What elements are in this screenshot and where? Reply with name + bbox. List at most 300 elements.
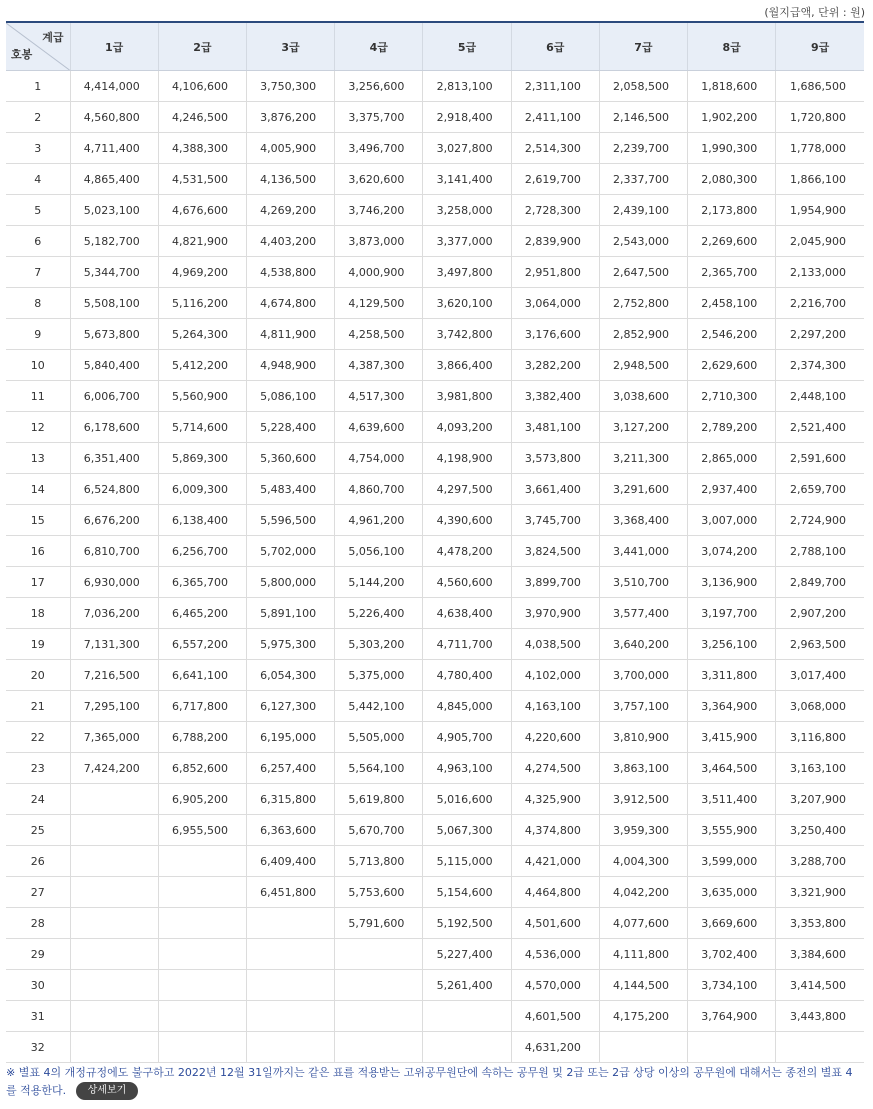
- salary-cell: 5,442,100: [335, 691, 423, 722]
- grade-header: 1급: [70, 22, 158, 71]
- salary-cell: 3,764,900: [688, 1001, 776, 1032]
- salary-cell: 4,414,000: [70, 71, 158, 102]
- table-row: [6, 133, 864, 164]
- salary-cell: 4,754,000: [335, 443, 423, 474]
- salary-cell: 4,325,900: [511, 784, 599, 815]
- salary-cell: 6,257,400: [246, 753, 334, 784]
- salary-cell: 3,064,000: [511, 288, 599, 319]
- salary-cell: 2,865,000: [688, 443, 776, 474]
- salary-cell: 5,023,100: [70, 195, 158, 226]
- table-row: [6, 1032, 864, 1063]
- table-row: [6, 1001, 864, 1032]
- salary-cell: 5,483,400: [246, 474, 334, 505]
- salary-cell: 2,543,000: [599, 226, 687, 257]
- salary-cell: 4,163,100: [511, 691, 599, 722]
- salary-cell: 3,068,000: [776, 691, 864, 722]
- salary-cell: 2,918,400: [423, 102, 511, 133]
- salary-cell: 7,424,200: [70, 753, 158, 784]
- salary-cell: 5,713,800: [335, 846, 423, 877]
- salary-cell: [335, 1001, 423, 1032]
- salary-cell: 3,364,900: [688, 691, 776, 722]
- salary-cell: 2,752,800: [599, 288, 687, 319]
- salary-cell: 3,443,800: [776, 1001, 864, 1032]
- step-cell: 32: [6, 1032, 70, 1063]
- salary-cell: 4,106,600: [158, 71, 246, 102]
- salary-cell: 1,778,000: [776, 133, 864, 164]
- salary-cell: 6,315,800: [246, 784, 334, 815]
- grade-header: 4급: [335, 22, 423, 71]
- table-row: [6, 195, 864, 226]
- salary-cell: [335, 939, 423, 970]
- salary-cell: 4,811,900: [246, 319, 334, 350]
- salary-cell: 3,384,600: [776, 939, 864, 970]
- salary-cell: 7,216,500: [70, 660, 158, 691]
- salary-cell: 2,173,800: [688, 195, 776, 226]
- salary-cell: 3,291,600: [599, 474, 687, 505]
- salary-cell: 3,353,800: [776, 908, 864, 939]
- salary-cell: 4,905,700: [423, 722, 511, 753]
- salary-cell: 2,789,200: [688, 412, 776, 443]
- table-row: [6, 598, 864, 629]
- table-row: [6, 226, 864, 257]
- table-row: [6, 753, 864, 784]
- salary-cell: 3,163,100: [776, 753, 864, 784]
- salary-cell: 3,510,700: [599, 567, 687, 598]
- step-cell: 1: [6, 71, 70, 102]
- salary-cell: [423, 1001, 511, 1032]
- salary-cell: [158, 1032, 246, 1063]
- table-row: [6, 71, 864, 102]
- salary-cell: 4,674,800: [246, 288, 334, 319]
- salary-cell: 4,175,200: [599, 1001, 687, 1032]
- salary-cell: 4,711,400: [70, 133, 158, 164]
- step-cell: 24: [6, 784, 70, 815]
- salary-cell: 3,258,000: [423, 195, 511, 226]
- step-cell: 5: [6, 195, 70, 226]
- salary-cell: 2,813,100: [423, 71, 511, 102]
- salary-cell: 3,702,400: [688, 939, 776, 970]
- step-cell: 26: [6, 846, 70, 877]
- salary-cell: 4,042,200: [599, 877, 687, 908]
- salary-cell: 3,824,500: [511, 536, 599, 567]
- salary-cell: 4,246,500: [158, 102, 246, 133]
- salary-cell: 4,961,200: [335, 505, 423, 536]
- table-header-row: [6, 22, 864, 71]
- salary-cell: [776, 1032, 864, 1063]
- salary-cell: 4,220,600: [511, 722, 599, 753]
- salary-cell: [246, 1001, 334, 1032]
- table-row: [6, 660, 864, 691]
- step-cell: 11: [6, 381, 70, 412]
- salary-cell: 5,344,700: [70, 257, 158, 288]
- table-row: [6, 381, 864, 412]
- salary-cell: 5,115,000: [423, 846, 511, 877]
- salary-cell: 4,560,600: [423, 567, 511, 598]
- salary-cell: [335, 970, 423, 1001]
- salary-cell: 5,016,600: [423, 784, 511, 815]
- salary-cell: 3,176,600: [511, 319, 599, 350]
- table-row: [6, 629, 864, 660]
- salary-cell: 5,560,900: [158, 381, 246, 412]
- salary-cell: 3,256,100: [688, 629, 776, 660]
- salary-cell: [158, 908, 246, 939]
- salary-cell: 5,840,400: [70, 350, 158, 381]
- salary-cell: 2,297,200: [776, 319, 864, 350]
- salary-cell: 2,080,300: [688, 164, 776, 195]
- salary-cell: 4,269,200: [246, 195, 334, 226]
- salary-cell: 2,546,200: [688, 319, 776, 350]
- table-row: [6, 846, 864, 877]
- salary-cell: 3,912,500: [599, 784, 687, 815]
- salary-cell: [70, 784, 158, 815]
- salary-cell: 3,116,800: [776, 722, 864, 753]
- salary-cell: [246, 908, 334, 939]
- salary-cell: 2,659,700: [776, 474, 864, 505]
- salary-cell: 2,948,500: [599, 350, 687, 381]
- salary-cell: 6,930,000: [70, 567, 158, 598]
- salary-cell: 2,448,100: [776, 381, 864, 412]
- salary-cell: 5,226,400: [335, 598, 423, 629]
- salary-cell: 4,560,800: [70, 102, 158, 133]
- salary-cell: 4,501,600: [511, 908, 599, 939]
- salary-cell: 4,517,300: [335, 381, 423, 412]
- salary-cell: 2,788,100: [776, 536, 864, 567]
- salary-cell: 4,390,600: [423, 505, 511, 536]
- salary-cell: 1,720,800: [776, 102, 864, 133]
- step-cell: 10: [6, 350, 70, 381]
- salary-cell: 3,810,900: [599, 722, 687, 753]
- step-cell: 3: [6, 133, 70, 164]
- table-row: [6, 784, 864, 815]
- step-cell: 28: [6, 908, 70, 939]
- step-cell: 9: [6, 319, 70, 350]
- salary-cell: 3,511,400: [688, 784, 776, 815]
- salary-cell: 5,116,200: [158, 288, 246, 319]
- salary-cell: 3,620,600: [335, 164, 423, 195]
- salary-cell: 4,274,500: [511, 753, 599, 784]
- salary-cell: 6,465,200: [158, 598, 246, 629]
- salary-cell: [70, 1032, 158, 1063]
- salary-cell: 7,036,200: [70, 598, 158, 629]
- salary-cell: 4,038,500: [511, 629, 599, 660]
- salary-cell: 4,860,700: [335, 474, 423, 505]
- salary-cell: 3,599,000: [688, 846, 776, 877]
- salary-cell: 6,054,300: [246, 660, 334, 691]
- step-cell: 8: [6, 288, 70, 319]
- salary-cell: 6,365,700: [158, 567, 246, 598]
- step-cell: 18: [6, 598, 70, 629]
- table-row: [6, 412, 864, 443]
- salary-cell: 3,441,000: [599, 536, 687, 567]
- salary-cell: 3,282,200: [511, 350, 599, 381]
- salary-cell: 6,363,600: [246, 815, 334, 846]
- salary-cell: 6,409,400: [246, 846, 334, 877]
- salary-cell: 4,403,200: [246, 226, 334, 257]
- table-row: [6, 939, 864, 970]
- salary-cell: 6,810,700: [70, 536, 158, 567]
- salary-cell: 2,629,600: [688, 350, 776, 381]
- salary-cell: 5,144,200: [335, 567, 423, 598]
- step-cell: 19: [6, 629, 70, 660]
- salary-cell: 3,866,400: [423, 350, 511, 381]
- salary-cell: 5,056,100: [335, 536, 423, 567]
- salary-cell: 7,131,300: [70, 629, 158, 660]
- salary-cell: 2,458,100: [688, 288, 776, 319]
- salary-cell: 5,791,600: [335, 908, 423, 939]
- salary-cell: 3,640,200: [599, 629, 687, 660]
- salary-cell: 2,216,700: [776, 288, 864, 319]
- salary-cell: 4,601,500: [511, 1001, 599, 1032]
- salary-cell: 3,256,600: [335, 71, 423, 102]
- salary-cell: [70, 846, 158, 877]
- salary-cell: [158, 970, 246, 1001]
- salary-cell: 4,638,400: [423, 598, 511, 629]
- salary-cell: 4,093,200: [423, 412, 511, 443]
- salary-cell: 6,717,800: [158, 691, 246, 722]
- salary-cell: 3,415,900: [688, 722, 776, 753]
- salary-cell: 2,710,300: [688, 381, 776, 412]
- step-cell: 2: [6, 102, 70, 133]
- salary-cell: 5,619,800: [335, 784, 423, 815]
- salary-cell: 6,256,700: [158, 536, 246, 567]
- salary-cell: 5,375,000: [335, 660, 423, 691]
- salary-cell: [335, 1032, 423, 1063]
- salary-cell: 5,227,400: [423, 939, 511, 970]
- table-row: [6, 722, 864, 753]
- corner-header-cell: [6, 22, 70, 71]
- salary-cell: 3,017,400: [776, 660, 864, 691]
- salary-cell: 5,891,100: [246, 598, 334, 629]
- salary-cell: 3,375,700: [335, 102, 423, 133]
- salary-cell: 4,570,000: [511, 970, 599, 1001]
- salary-cell: 1,902,200: [688, 102, 776, 133]
- salary-cell: [246, 970, 334, 1001]
- footnote-text: ※ 별표 4의 개정규정에도 불구하고 2022년 12월 31일까지는 같은 표를 적용받는 고위공무원단에 속하는 공무원 및 2급 또는 2급 상당 이상의 공무원에 대해서는 종전의 별표 4를 적용한다.: [6, 1066, 853, 1097]
- salary-cell: 3,496,700: [335, 133, 423, 164]
- salary-cell: 6,905,200: [158, 784, 246, 815]
- table-row: [6, 908, 864, 939]
- salary-cell: 4,005,900: [246, 133, 334, 164]
- salary-cell: 4,538,800: [246, 257, 334, 288]
- salary-cell: 2,311,100: [511, 71, 599, 102]
- salary-cell: 3,863,100: [599, 753, 687, 784]
- salary-cell: 3,981,800: [423, 381, 511, 412]
- step-cell: 29: [6, 939, 70, 970]
- salary-cell: 2,439,100: [599, 195, 687, 226]
- salary-cell: 4,478,200: [423, 536, 511, 567]
- salary-cell: 4,102,000: [511, 660, 599, 691]
- salary-cell: 3,481,100: [511, 412, 599, 443]
- salary-cell: 3,311,800: [688, 660, 776, 691]
- salary-cell: 2,133,000: [776, 257, 864, 288]
- salary-cell: 4,639,600: [335, 412, 423, 443]
- salary-cell: 3,207,900: [776, 784, 864, 815]
- salary-cell: 2,365,700: [688, 257, 776, 288]
- salary-cell: 2,839,900: [511, 226, 599, 257]
- salary-cell: 4,536,000: [511, 939, 599, 970]
- step-cell: 13: [6, 443, 70, 474]
- salary-cell: 2,146,500: [599, 102, 687, 133]
- step-cell: 16: [6, 536, 70, 567]
- salary-cell: 2,269,600: [688, 226, 776, 257]
- salary-cell: 6,641,100: [158, 660, 246, 691]
- table-row: [6, 257, 864, 288]
- table-row: [6, 505, 864, 536]
- salary-cell: 5,753,600: [335, 877, 423, 908]
- salary-cell: 4,077,600: [599, 908, 687, 939]
- salary-cell: [70, 939, 158, 970]
- salary-cell: 5,670,700: [335, 815, 423, 846]
- salary-cell: 3,382,400: [511, 381, 599, 412]
- salary-cell: 7,295,100: [70, 691, 158, 722]
- salary-cell: 6,557,200: [158, 629, 246, 660]
- salary-cell: 1,866,100: [776, 164, 864, 195]
- salary-cell: 5,192,500: [423, 908, 511, 939]
- salary-cell: 5,564,100: [335, 753, 423, 784]
- salary-cell: 3,876,200: [246, 102, 334, 133]
- table-row: [6, 815, 864, 846]
- salary-cell: 5,869,300: [158, 443, 246, 474]
- salary-cell: 3,635,000: [688, 877, 776, 908]
- salary-cell: 2,239,700: [599, 133, 687, 164]
- salary-cell: 2,058,500: [599, 71, 687, 102]
- salary-cell: 4,136,500: [246, 164, 334, 195]
- salary-cell: 3,141,400: [423, 164, 511, 195]
- salary-cell: 3,959,300: [599, 815, 687, 846]
- salary-cell: 2,937,400: [688, 474, 776, 505]
- salary-cell: 3,368,400: [599, 505, 687, 536]
- salary-cell: 4,374,800: [511, 815, 599, 846]
- salary-cell: 6,195,000: [246, 722, 334, 753]
- salary-cell: 4,198,900: [423, 443, 511, 474]
- grade-header: 2급: [158, 22, 246, 71]
- salary-table: [6, 21, 864, 1063]
- salary-cell: 2,374,300: [776, 350, 864, 381]
- step-cell: 22: [6, 722, 70, 753]
- salary-cell: 4,821,900: [158, 226, 246, 257]
- salary-cell: 6,127,300: [246, 691, 334, 722]
- salary-cell: 3,038,600: [599, 381, 687, 412]
- salary-cell: 4,464,800: [511, 877, 599, 908]
- salary-cell: [70, 908, 158, 939]
- salary-cell: 1,954,900: [776, 195, 864, 226]
- grade-header: 8급: [688, 22, 776, 71]
- salary-cell: 5,596,500: [246, 505, 334, 536]
- salary-cell: 5,508,100: [70, 288, 158, 319]
- table-row: [6, 164, 864, 195]
- salary-cell: 3,669,600: [688, 908, 776, 939]
- grade-header: 6급: [511, 22, 599, 71]
- salary-cell: 2,591,600: [776, 443, 864, 474]
- salary-cell: 1,686,500: [776, 71, 864, 102]
- step-cell: 4: [6, 164, 70, 195]
- step-cell: 17: [6, 567, 70, 598]
- salary-cell: 6,852,600: [158, 753, 246, 784]
- salary-cell: 3,873,000: [335, 226, 423, 257]
- step-cell: 23: [6, 753, 70, 784]
- salary-cell: [158, 877, 246, 908]
- salary-cell: 3,555,900: [688, 815, 776, 846]
- salary-cell: 4,948,900: [246, 350, 334, 381]
- salary-cell: 1,990,300: [688, 133, 776, 164]
- grade-header: 5급: [423, 22, 511, 71]
- salary-cell: 2,963,500: [776, 629, 864, 660]
- salary-cell: 5,975,300: [246, 629, 334, 660]
- salary-cell: 4,780,400: [423, 660, 511, 691]
- salary-cell: 4,531,500: [158, 164, 246, 195]
- salary-cell: [423, 1032, 511, 1063]
- salary-cell: 5,228,400: [246, 412, 334, 443]
- salary-cell: 3,136,900: [688, 567, 776, 598]
- salary-cell: [158, 1001, 246, 1032]
- salary-cell: 3,661,400: [511, 474, 599, 505]
- grade-header: 7급: [599, 22, 687, 71]
- salary-cell: 4,676,600: [158, 195, 246, 226]
- salary-cell: [70, 815, 158, 846]
- footnote: [6, 1064, 862, 1100]
- salary-cell: 2,849,700: [776, 567, 864, 598]
- salary-cell: 3,497,800: [423, 257, 511, 288]
- salary-cell: 7,365,000: [70, 722, 158, 753]
- table-row: [6, 970, 864, 1001]
- corner-step-label: 호봉: [11, 48, 33, 61]
- salary-cell: 6,006,700: [70, 381, 158, 412]
- table-row: [6, 474, 864, 505]
- step-cell: 14: [6, 474, 70, 505]
- detail-button[interactable]: 상세보기: [76, 1082, 139, 1100]
- salary-cell: 3,750,300: [246, 71, 334, 102]
- salary-cell: 2,619,700: [511, 164, 599, 195]
- unit-note: (월지급액, 단위 : 원): [764, 6, 865, 19]
- salary-cell: 3,745,700: [511, 505, 599, 536]
- salary-cell: [599, 1032, 687, 1063]
- salary-cell: 4,631,200: [511, 1032, 599, 1063]
- salary-cell: 3,414,500: [776, 970, 864, 1001]
- salary-cell: [158, 846, 246, 877]
- salary-cell: 4,421,000: [511, 846, 599, 877]
- salary-cell: 2,647,500: [599, 257, 687, 288]
- salary-cell: 3,573,800: [511, 443, 599, 474]
- salary-cell: 3,197,700: [688, 598, 776, 629]
- table-row: [6, 288, 864, 319]
- salary-cell: 4,963,100: [423, 753, 511, 784]
- salary-cell: 5,702,000: [246, 536, 334, 567]
- salary-cell: 6,524,800: [70, 474, 158, 505]
- step-cell: 21: [6, 691, 70, 722]
- step-cell: 7: [6, 257, 70, 288]
- salary-cell: 2,728,300: [511, 195, 599, 226]
- step-cell: 6: [6, 226, 70, 257]
- table-row: [6, 567, 864, 598]
- salary-cell: 4,129,500: [335, 288, 423, 319]
- salary-cell: 2,514,300: [511, 133, 599, 164]
- step-cell: 31: [6, 1001, 70, 1032]
- salary-cell: 4,865,400: [70, 164, 158, 195]
- grade-header: 3급: [246, 22, 334, 71]
- salary-cell: 2,045,900: [776, 226, 864, 257]
- salary-cell: [70, 1001, 158, 1032]
- salary-cell: 5,261,400: [423, 970, 511, 1001]
- salary-cell: 5,086,100: [246, 381, 334, 412]
- salary-cell: [70, 970, 158, 1001]
- table-row: [6, 877, 864, 908]
- salary-cell: 5,673,800: [70, 319, 158, 350]
- step-cell: 27: [6, 877, 70, 908]
- salary-cell: 3,027,800: [423, 133, 511, 164]
- salary-cell: 3,074,200: [688, 536, 776, 567]
- salary-cell: 6,676,200: [70, 505, 158, 536]
- grade-header: 9급: [776, 22, 864, 71]
